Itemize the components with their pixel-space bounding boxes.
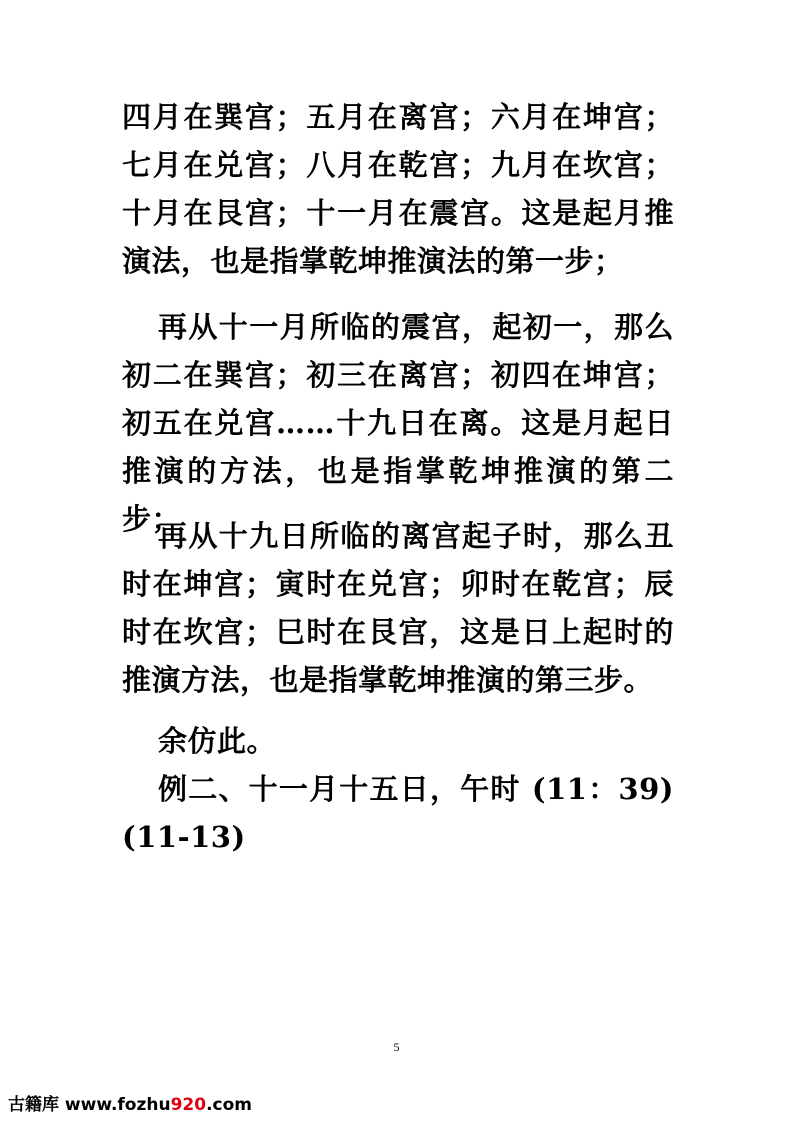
watermark-url-suffix: .com [206, 1095, 253, 1115]
site-watermark [8, 1090, 252, 1115]
watermark-url-prefix: www.fozhu [64, 1095, 171, 1115]
watermark-url-number: 920 [170, 1095, 207, 1115]
paragraph-month-method: 四月在巽宫；五月在离宫；六月在坤宫；七月在兑宫；八月在乾宫；九月在坎宫；十月在艮宫；十一月在震宫。这是起月推演法，也是指掌乾坤推演法的第一步； [122, 100, 674, 278]
watermark-site-name: 古籍库 [8, 1095, 59, 1115]
paragraph-example-two: 例二、十一月十五日，午时 (11：39) (11-13) [122, 772, 674, 854]
paragraph-day-method: 再从十一月所临的震宫，起初一，那么初二在巽宫；初三在离宫；初四在坤宫；初五在兑宫……十九日在离。这是月起日推演的方法，也是指掌乾坤推演的第二步； [122, 310, 674, 536]
paragraph-hour-method: 再从十九日所临的离宫起子时，那么丑时在坤宫；寅时在兑宫；卯时在乾宫；辰时在坎宫；巳时在艮宫，这是日上起时的推演方法，也是指掌乾坤推演的第三步。 [122, 519, 674, 697]
page-number: 5 [393, 1040, 400, 1054]
paragraph-rest-similar: 余仿此。 [158, 724, 277, 758]
